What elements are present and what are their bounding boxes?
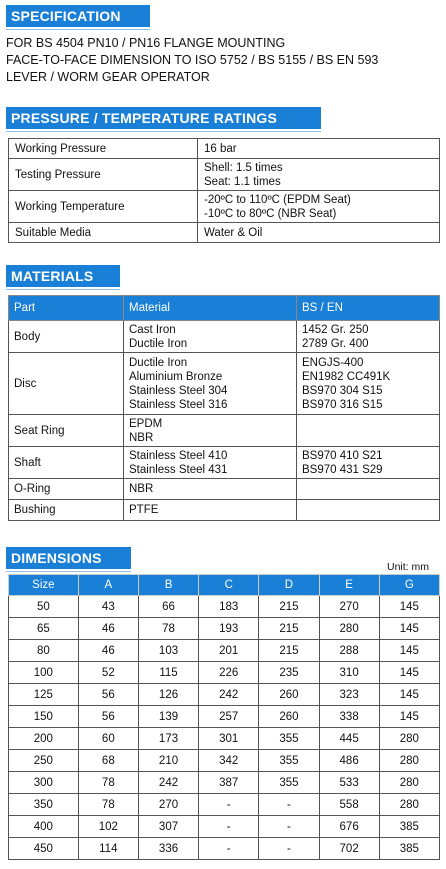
dimension-cell: 400 <box>9 816 79 838</box>
spec-line: LEVER / WORM GEAR OPERATOR <box>6 70 210 84</box>
table-row <box>9 415 440 447</box>
material-cell: NBR <box>124 479 297 500</box>
table-row <box>9 479 440 500</box>
pressure-label: Testing Pressure <box>9 159 198 191</box>
materials-heading: MATERIALS <box>6 265 120 287</box>
col-header-standard: BS / EN <box>297 296 440 321</box>
dimension-cell: 215 <box>259 596 319 618</box>
dimension-cell: 533 <box>319 772 379 794</box>
table-row <box>9 728 440 750</box>
part-cell: Disc <box>9 353 124 415</box>
dimension-cell: 215 <box>259 640 319 662</box>
dimension-cell: 387 <box>199 772 259 794</box>
dimension-cell: - <box>199 816 259 838</box>
table-row <box>9 321 440 353</box>
table-row <box>9 640 440 662</box>
dimension-cell: 280 <box>319 618 379 640</box>
dimension-cell: 350 <box>9 794 79 816</box>
spec-line: FACE-TO-FACE DIMENSION TO ISO 5752 / BS 5155 / BS EN 593 <box>6 53 379 67</box>
pressure-label: Working Pressure <box>9 139 198 159</box>
table-row <box>9 662 440 684</box>
dimension-cell: 78 <box>78 772 138 794</box>
dimension-cell: 145 <box>379 618 439 640</box>
dimension-cell: 150 <box>9 706 79 728</box>
dimension-cell: 260 <box>259 706 319 728</box>
col-header-6: G <box>379 575 439 596</box>
dimension-cell: 242 <box>138 772 198 794</box>
dimension-cell: 193 <box>199 618 259 640</box>
dimension-cell: 145 <box>379 640 439 662</box>
dimension-cell: 215 <box>259 618 319 640</box>
standard-cell: ENGJS-400 EN1982 CC491K BS970 304 S15 BS970 316 S15 <box>297 353 440 415</box>
dimension-cell: 100 <box>9 662 79 684</box>
dimension-cell: 280 <box>379 750 439 772</box>
standard-cell: BS970 410 S21 BS970 431 S29 <box>297 447 440 479</box>
dimensions-heading: DIMENSIONS <box>6 547 131 569</box>
dimension-cell: 200 <box>9 728 79 750</box>
dimension-cell: 226 <box>199 662 259 684</box>
dimension-cell: 307 <box>138 816 198 838</box>
col-header-5: E <box>319 575 379 596</box>
dimension-cell: 242 <box>199 684 259 706</box>
pressure-value: 16 bar <box>198 139 440 159</box>
dimension-cell: 280 <box>379 772 439 794</box>
standard-cell <box>297 500 440 521</box>
dimension-cell: 68 <box>78 750 138 772</box>
part-cell: O-Ring <box>9 479 124 500</box>
material-cell: Stainless Steel 410 Stainless Steel 431 <box>124 447 297 479</box>
dimension-cell: 65 <box>9 618 79 640</box>
dimension-cell: 300 <box>9 772 79 794</box>
dimension-cell: 145 <box>379 706 439 728</box>
col-header-1: A <box>78 575 138 596</box>
table-row <box>9 139 440 159</box>
table-row <box>9 684 440 706</box>
dimension-cell: 102 <box>78 816 138 838</box>
dimension-cell: 355 <box>259 750 319 772</box>
specification-heading: SPECIFICATION <box>6 5 150 27</box>
dimension-cell: 145 <box>379 662 439 684</box>
dimension-cell: - <box>259 838 319 860</box>
dimension-cell: 338 <box>319 706 379 728</box>
part-cell: Shaft <box>9 447 124 479</box>
standard-cell: 1452 Gr. 250 2789 Gr. 400 <box>297 321 440 353</box>
spec-line: FOR BS 4504 PN10 / PN16 FLANGE MOUNTING <box>6 36 286 50</box>
table-row <box>9 750 440 772</box>
col-header-3: C <box>199 575 259 596</box>
dimension-cell: 56 <box>78 684 138 706</box>
dimension-cell: 114 <box>78 838 138 860</box>
dimensions-table <box>8 574 440 860</box>
dimension-cell: 66 <box>138 596 198 618</box>
table-row <box>9 772 440 794</box>
unit-label: Unit: mm <box>387 561 429 573</box>
dimension-cell: 80 <box>9 640 79 662</box>
pressure-label: Suitable Media <box>9 223 198 243</box>
dimension-cell: 52 <box>78 662 138 684</box>
pressure-heading: PRESSURE / TEMPERATURE RATINGS <box>6 107 321 129</box>
table-row <box>9 838 440 860</box>
table-row <box>9 816 440 838</box>
pressure-value: Shell: 1.5 times Seat: 1.1 times <box>198 159 440 191</box>
dimension-cell: 558 <box>319 794 379 816</box>
dimension-cell: 183 <box>199 596 259 618</box>
pressure-label: Working Temperature <box>9 191 198 223</box>
dimension-cell: 342 <box>199 750 259 772</box>
dimension-cell: 43 <box>78 596 138 618</box>
dimension-cell: 56 <box>78 706 138 728</box>
dimension-cell: 46 <box>78 640 138 662</box>
dimension-cell: 250 <box>9 750 79 772</box>
dimension-cell: 78 <box>78 794 138 816</box>
dimension-cell: 260 <box>259 684 319 706</box>
dimension-cell: 210 <box>138 750 198 772</box>
col-header-part: Part <box>9 296 124 321</box>
dimension-cell: 201 <box>199 640 259 662</box>
dimension-cell: 235 <box>259 662 319 684</box>
material-cell: PTFE <box>124 500 297 521</box>
dimension-cell: - <box>259 794 319 816</box>
table-row <box>9 447 440 479</box>
specification-lines <box>6 35 378 86</box>
dimension-cell: 450 <box>9 838 79 860</box>
material-cell: EPDM NBR <box>124 415 297 447</box>
dimension-cell: 139 <box>138 706 198 728</box>
dimension-cell: 270 <box>319 596 379 618</box>
dimension-cell: 702 <box>319 838 379 860</box>
part-cell: Seat Ring <box>9 415 124 447</box>
dimension-cell: 125 <box>9 684 79 706</box>
dimension-cell: 310 <box>319 662 379 684</box>
dimension-cell: 60 <box>78 728 138 750</box>
dimension-cell: 50 <box>9 596 79 618</box>
materials-table <box>8 295 440 521</box>
part-cell: Bushing <box>9 500 124 521</box>
table-header-row <box>9 575 440 596</box>
material-cell: Cast Iron Ductile Iron <box>124 321 297 353</box>
pressure-value: Water & Oil <box>198 223 440 243</box>
dimension-cell: 280 <box>379 728 439 750</box>
col-header-material: Material <box>124 296 297 321</box>
table-row <box>9 618 440 640</box>
pressure-value: -20ºC to 110ºC (EPDM Seat) -10ºC to 80ºC (NBR Seat) <box>198 191 440 223</box>
material-cell: Ductile Iron Aluminium Bronze Stainless Steel 304 Stainless Steel 316 <box>124 353 297 415</box>
dimension-cell: - <box>259 816 319 838</box>
pressure-table <box>8 138 440 243</box>
dimension-cell: 676 <box>319 816 379 838</box>
col-header-2: B <box>138 575 198 596</box>
dimension-cell: 280 <box>379 794 439 816</box>
dimension-cell: 270 <box>138 794 198 816</box>
standard-cell <box>297 479 440 500</box>
col-header-0: Size <box>9 575 79 596</box>
table-header-row <box>9 296 440 321</box>
table-row <box>9 706 440 728</box>
dimension-cell: 288 <box>319 640 379 662</box>
dimension-cell: 385 <box>379 838 439 860</box>
dimension-cell: 78 <box>138 618 198 640</box>
dimension-cell: 355 <box>259 772 319 794</box>
col-header-4: D <box>259 575 319 596</box>
dimension-cell: 145 <box>379 684 439 706</box>
table-row <box>9 794 440 816</box>
dimension-cell: 145 <box>379 596 439 618</box>
dimension-cell: 486 <box>319 750 379 772</box>
dimension-cell: 336 <box>138 838 198 860</box>
dimension-cell: 323 <box>319 684 379 706</box>
dimension-cell: 355 <box>259 728 319 750</box>
dimension-cell: 126 <box>138 684 198 706</box>
part-cell: Body <box>9 321 124 353</box>
dimension-cell: 301 <box>199 728 259 750</box>
dimension-cell: - <box>199 794 259 816</box>
table-row <box>9 500 440 521</box>
dimension-cell: 445 <box>319 728 379 750</box>
table-row <box>9 159 440 191</box>
dimension-cell: 46 <box>78 618 138 640</box>
dimension-cell: 103 <box>138 640 198 662</box>
dimension-cell: 115 <box>138 662 198 684</box>
standard-cell <box>297 415 440 447</box>
dimension-cell: 385 <box>379 816 439 838</box>
dimension-cell: 257 <box>199 706 259 728</box>
dimension-cell: - <box>199 838 259 860</box>
table-row <box>9 223 440 243</box>
dimension-cell: 173 <box>138 728 198 750</box>
table-row <box>9 596 440 618</box>
table-row <box>9 353 440 415</box>
table-row <box>9 191 440 223</box>
